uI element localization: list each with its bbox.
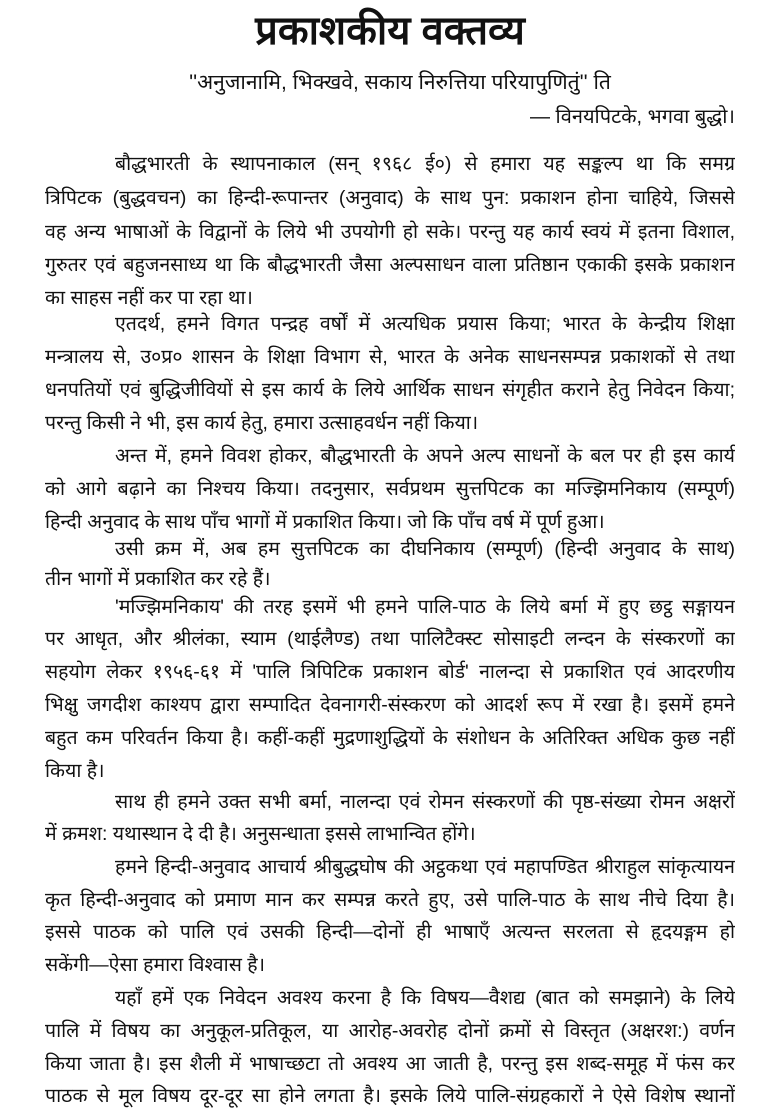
paragraph-line: तीन भागों में प्रकाशित कर रहे हैं। [45,568,271,590]
epigraph-attribution: — विनयपिटके, भगवा बुद्धो। [530,106,735,128]
paragraph-line: का साहस नहीं कर पा रहा था। [45,287,253,309]
paragraph-line: यहाँ हमें एक निवेदन अवश्य करना है कि विषय—वैशद्य (बात को समझाने) के लिये [115,987,735,1009]
paragraph-line: पालि में विषय का अनुकूल-प्रतिकूल, या आरोह-अवरोह दोनों क्रमों से विस्तृत (अक्षरश:) वर्णन [45,1020,735,1042]
paragraph-line: त्रिपिटक (बुद्धवचन) का हिन्दी-रूपान्तर (अनुवाद) के साथ पुन: प्रकाशन होना चाहिये, जिससे [45,187,735,209]
paragraph-line: बहुत कम परिवर्तन किया है। कहीं-कहीं मुद्रणाशुद्धियों के संशोधन के अतिरिक्त अधिक कुछ नहीं [45,727,735,749]
paragraph-line: 'मज्झिमनिकाय' की तरह इसमें भी हमने पालि-पाठ के लिये बर्मा में हुए छट्ठ सङ्गायन [115,596,735,618]
paragraph-line: पाठक से मूल विषय दूर-दूर सा होने लगता है। इसके लिये पालि-संग्रहकारों ने ऐसे विशेष स्थानों [45,1085,735,1107]
paragraph-line: को आगे बढ़ाने का निश्चय किया। तदनुसार, सर्वप्रथम सुत्तपिटक का मज्झिमनिकाय (सम्पूर्ण) [45,478,735,500]
paragraph-line: कृत हिन्दी-अनुवाद को प्रमाण मान कर सम्पन्न करते हुए, उसे पालि-पाठ के साथ नीचे दिया है। [45,889,735,911]
paragraph-line: परन्तु किसी ने भी, इस कार्य हेतु, हमारा उत्साहवर्धन नहीं किया। [45,412,479,434]
paragraph-line: सकेंगी—ऐसा हमारा विश्वास है। [45,954,266,976]
paragraph-line: एतदर्थ, हमने विगत पन्द्रह वर्षों में अत्यधिक प्रयास किया; भारत के केन्द्रीय शिक्षा [115,313,735,335]
paragraph-line: अन्त में, हमने विवश होकर, बौद्धभारती के अपने अल्प साधनों के बल पर ही इस कार्य [115,445,735,467]
paragraph-line: इससे पाठक को पालि एवं उसकी हिन्दी—दोनों ही भाषाएँ अत्यन्त सरलता से हृदयङ्गम हो [45,921,735,943]
page-title: प्रकाशकीय वक्तव्य [255,9,525,53]
paragraph-line: बौद्धभारती के स्थापनाकाल (सन् १९६८ ई०) से हमारा यह सङ्कल्प था कि समग्र [115,153,735,175]
epigraph-quote: ''अनुजानामि, भिक्खवे, सकाय निरुत्तिया परियापुणितुं'' ति [189,71,611,94]
paragraph-line: किया जाता है। इस शैली में भाषाच्छटा तो अवश्य आ जाती है, परन्तु इस शब्द-समूह में फंस कर [45,1053,735,1075]
paragraph-line: मन्त्रालय से, उ०प्र० शासन के शिक्षा विभाग से, भारत के अनेक साधनसम्पन्न प्रकाशकों से तथा [45,346,735,368]
paragraph-line: हमने हिन्दी-अनुवाद आचार्य श्रीबुद्धघोष की अट्ठकथा एवं महापण्डित श्रीराहुल सांकृत्यायन [115,856,735,878]
paragraph-line: गुरुतर एवं बहुजनसाध्य था कि बौद्धभारती जैसा अल्पसाधन वाला प्रतिष्ठान एकाकी इसके प्रकाशन [45,254,735,276]
paragraph-line: में क्रमश: यथास्थान दे दी है। अनुसन्धाता इससे लाभान्वित होंगे। [45,823,476,845]
paragraph-line: वह अन्य भाषाओं के विद्वानों के लिये भी उपयोगी हो सके। परन्तु यह कार्य स्वयं में इतना विशाल, [45,221,735,243]
paragraph-line: भिक्षु जगदीश काश्यप द्वारा सम्पादित देवनागरी-संस्करण को आदर्श रूप में रखा है। इसमें हमने [45,694,735,716]
paragraph-line: सहयोग लेकर १९५६-६१ में 'पालि त्रिपिटिक प्रकाशन बोर्ड' नालन्दा से प्रकाशित एवं आदरणीय [45,661,735,683]
paragraph-line: किया है। [45,760,105,782]
paragraph-line: हिन्दी अनुवाद के साथ पाँच भागों में प्रकाशित किया। जो कि पाँच वर्ष में पूर्ण हुआ। [45,511,605,533]
paragraph-line: उसी क्रम में, अब हम सुत्तपिटक का दीघनिकाय (सम्पूर्ण) (हिन्दी अनुवाद के साथ) [115,538,735,560]
paragraph-line: पर आधृत, और श्रीलंका, स्याम (थाईलैण्ड) तथा पालिटैक्स्ट सोसाइटी लन्दन के संस्करणों का [45,628,735,650]
paragraph-line: साथ ही हमने उक्त सभी बर्मा, नालन्दा एवं रोमन संस्करणों की पृष्ठ-संख्या रोमन अक्षरों [115,791,735,813]
paragraph-line: धनपतियों एवं बुद्धिजीवियों से इस कार्य के लिये आर्थिक साधन संगृहीत कराने हेतु निवेदन किया; [45,379,735,401]
